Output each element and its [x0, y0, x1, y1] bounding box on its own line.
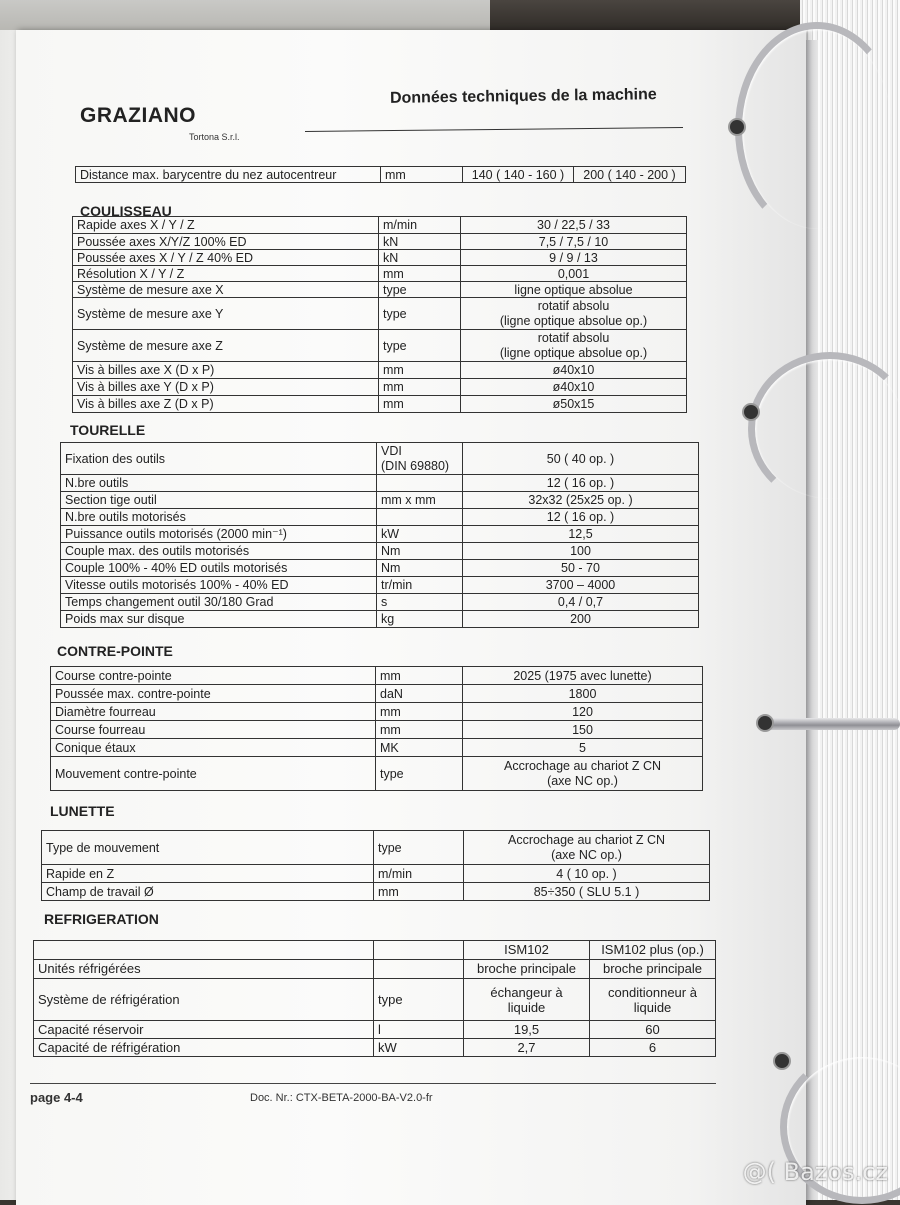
- table-row: [73, 234, 687, 250]
- table-row: [34, 1039, 716, 1057]
- row-value: ø40x10: [461, 379, 687, 396]
- table-row: [73, 250, 687, 266]
- row-value: 150: [463, 721, 703, 739]
- row-value: 200: [463, 611, 699, 628]
- row-label: Distance max. barycentre du nez autocentreur: [76, 167, 381, 183]
- row-label: Couple max. des outils motorisés: [61, 543, 377, 560]
- row-label: Rapide en Z: [42, 865, 374, 883]
- value-line: liquide: [633, 999, 672, 1015]
- row-value: 0,4 / 0,7: [463, 594, 699, 611]
- row-label: Système de mesure axe X: [73, 282, 379, 298]
- contre-pointe-table: [50, 666, 703, 791]
- page-number: page 4-4: [30, 1090, 83, 1105]
- binder-ring: [735, 22, 899, 236]
- row-value: 12 ( 16 op. ): [463, 509, 699, 526]
- row-unit: mm: [379, 362, 461, 379]
- row-value: 5: [463, 739, 703, 757]
- row-unit: mm x mm: [377, 492, 463, 509]
- row-value: 85÷350 ( SLU 5.1 ): [464, 883, 710, 901]
- table-row: [42, 883, 710, 901]
- table-row: [34, 941, 716, 960]
- row-value: [464, 831, 710, 865]
- column-header: ISM102 plus (op.): [590, 941, 716, 960]
- row-value: 0,001: [461, 266, 687, 282]
- row-label: Vitesse outils motorisés 100% - 40% ED: [61, 577, 377, 594]
- ring-hole: [773, 1052, 791, 1070]
- document-number: Doc. Nr.: CTX-BETA-2000-BA-V2.0-fr: [250, 1092, 433, 1104]
- row-value: 19,5: [464, 1021, 590, 1039]
- row-label: Poussée axes X/Y/Z 100% ED: [73, 234, 379, 250]
- row-unit: mm: [379, 266, 461, 282]
- row-value: [461, 330, 687, 362]
- row-label: Puissance outils motorisés (2000 min⁻¹): [61, 526, 377, 543]
- ring-hole: [728, 118, 746, 136]
- row-unit: l: [374, 1021, 464, 1039]
- value-line: conditionneur à: [608, 984, 697, 1000]
- row-value: 140 ( 140 - 160 ): [463, 167, 574, 183]
- section-title-contre-pointe: CONTRE-POINTE: [57, 643, 173, 659]
- row-unit: daN: [376, 685, 463, 703]
- table-row: [73, 362, 687, 379]
- row-unit: mm: [376, 703, 463, 721]
- table-row: [73, 379, 687, 396]
- row-value: 3700 – 4000: [463, 577, 699, 594]
- row-label: Poids max sur disque: [61, 611, 377, 628]
- row-value: 100: [463, 543, 699, 560]
- row-value: 2025 (1975 avec lunette): [463, 667, 703, 685]
- row-unit: kW: [377, 526, 463, 543]
- row-unit: type: [376, 757, 463, 791]
- row-unit: type: [379, 298, 461, 330]
- table-row: [51, 667, 703, 685]
- row-value: ø40x10: [461, 362, 687, 379]
- binder-ring: [748, 352, 900, 506]
- section-title-tourelle: TOURELLE: [70, 422, 146, 438]
- brand-subtitle: Tortona S.r.l.: [189, 132, 240, 142]
- row-label: Résolution X / Y / Z: [73, 266, 379, 282]
- row-unit: Nm: [377, 560, 463, 577]
- row-value: 50 - 70: [463, 560, 699, 577]
- table-row: [51, 757, 703, 791]
- value-line: liquide: [507, 999, 546, 1015]
- row-label: Système de mesure axe Y: [73, 298, 379, 330]
- table-row: [34, 979, 716, 1021]
- table-row: [73, 298, 687, 330]
- row-value: 6: [590, 1039, 716, 1057]
- refrigeration-table: [33, 940, 716, 1057]
- unit-line: (DIN 69880): [381, 458, 450, 473]
- row-value: 12,5: [463, 526, 699, 543]
- row-label: Mouvement contre-pointe: [51, 757, 376, 791]
- row-label: Poussée max. contre-pointe: [51, 685, 376, 703]
- section-title-lunette: LUNETTE: [50, 803, 115, 819]
- table-row: [51, 721, 703, 739]
- row-value: 9 / 9 / 13: [461, 250, 687, 266]
- table-row: [61, 594, 699, 611]
- row-label: Champ de travail Ø: [42, 883, 374, 901]
- row-label: N.bre outils: [61, 475, 377, 492]
- row-label: Section tige outil: [61, 492, 377, 509]
- unit-line: VDI: [381, 443, 402, 458]
- table-row: [61, 443, 699, 475]
- row-value: 50 ( 40 op. ): [463, 443, 699, 475]
- section-title-coulisseau: COULISSEAU: [80, 203, 172, 219]
- tourelle-table: [60, 442, 699, 628]
- row-label: Unités réfrigérées: [34, 960, 374, 979]
- row-value: 2,7: [464, 1039, 590, 1057]
- row-label: Couple 100% - 40% ED outils motorisés: [61, 560, 377, 577]
- row-value: broche principale: [464, 960, 590, 979]
- brand-logo: GRAZIANO: [80, 104, 196, 127]
- row-unit: type: [374, 979, 464, 1021]
- table-row: [61, 526, 699, 543]
- row-unit: [377, 443, 463, 475]
- value-line: (axe NC op.): [547, 773, 618, 788]
- row-label: Capacité de réfrigération: [34, 1039, 374, 1057]
- row-unit: Nm: [377, 543, 463, 560]
- row-unit: type: [379, 282, 461, 298]
- row-unit: mm: [376, 721, 463, 739]
- table-row: [73, 282, 687, 298]
- row-unit: type: [379, 330, 461, 362]
- row-value: 30 / 22,5 / 33: [461, 217, 687, 234]
- table-row: [61, 509, 699, 526]
- value-line: Accrochage au chariot Z CN: [507, 832, 665, 847]
- row-label: Rapide axes X / Y / Z: [73, 217, 379, 234]
- row-label: Capacité réservoir: [34, 1021, 374, 1039]
- row-unit: mm: [381, 167, 463, 183]
- row-value: 120: [463, 703, 703, 721]
- value-line: (ligne optique absolue op.): [499, 345, 648, 360]
- binder-ring: [762, 718, 900, 730]
- row-label: Fixation des outils: [61, 443, 377, 475]
- row-label: Système de mesure axe Z: [73, 330, 379, 362]
- table-row: [61, 543, 699, 560]
- row-unit: MK: [376, 739, 463, 757]
- row-unit: m/min: [379, 217, 461, 234]
- table-row: [73, 217, 687, 234]
- row-value: 32x32 (25x25 op. ): [463, 492, 699, 509]
- table-row: [61, 560, 699, 577]
- row-unit: s: [377, 594, 463, 611]
- row-label: N.bre outils motorisés: [61, 509, 377, 526]
- table-row: [61, 577, 699, 594]
- row-unit: [374, 960, 464, 979]
- row-unit: mm: [376, 667, 463, 685]
- table-row: [51, 685, 703, 703]
- row-unit: mm: [379, 379, 461, 396]
- value-line: (ligne optique absolue op.): [499, 313, 648, 328]
- table-row: [61, 475, 699, 492]
- row-value: [463, 757, 703, 791]
- row-label: Poussée axes X / Y / Z 40% ED: [73, 250, 379, 266]
- page-title: Données techniques de la machine: [389, 86, 657, 107]
- table-row: [61, 611, 699, 628]
- section-title-refrigeration: REFRIGERATION: [44, 911, 159, 927]
- row-value: [464, 979, 590, 1021]
- empty-cell: [34, 941, 374, 960]
- row-value: 12 ( 16 op. ): [463, 475, 699, 492]
- row-value: ø50x15: [461, 396, 687, 413]
- row-unit: type: [374, 831, 464, 865]
- distance-table: [75, 166, 686, 183]
- row-unit: m/min: [374, 865, 464, 883]
- table-row: [73, 330, 687, 362]
- row-value: 1800: [463, 685, 703, 703]
- footer-divider: [30, 1083, 716, 1084]
- ring-hole: [742, 403, 760, 421]
- watermark: @( Bazos.cz: [742, 1158, 888, 1186]
- value-line: Accrochage au chariot Z CN: [503, 758, 661, 773]
- row-unit: kW: [374, 1039, 464, 1057]
- row-value: broche principale: [590, 960, 716, 979]
- lunette-table: [41, 830, 710, 901]
- row-value: ligne optique absolue: [461, 282, 687, 298]
- row-value: [461, 298, 687, 330]
- table-row: [42, 831, 710, 865]
- row-unit: kN: [379, 234, 461, 250]
- table-row: [76, 167, 686, 183]
- value-line: rotatif absolu: [537, 330, 610, 345]
- row-label: Type de mouvement: [42, 831, 374, 865]
- table-row: [51, 703, 703, 721]
- row-unit: kN: [379, 250, 461, 266]
- table-row: [61, 492, 699, 509]
- row-label: Conique étaux: [51, 739, 376, 757]
- empty-cell: [374, 941, 464, 960]
- table-row: [73, 396, 687, 413]
- column-header: ISM102: [464, 941, 590, 960]
- row-value: [590, 979, 716, 1021]
- row-label: Course fourreau: [51, 721, 376, 739]
- row-label: Vis à billes axe X (D x P): [73, 362, 379, 379]
- table-row: [34, 1021, 716, 1039]
- row-unit: [377, 475, 463, 492]
- table-row: [34, 960, 716, 979]
- row-unit: mm: [374, 883, 464, 901]
- row-label: Vis à billes axe Z (D x P): [73, 396, 379, 413]
- row-value: 60: [590, 1021, 716, 1039]
- row-unit: mm: [379, 396, 461, 413]
- table-row: [73, 266, 687, 282]
- row-label: Système de réfrigération: [34, 979, 374, 1021]
- row-label: Vis à billes axe Y (D x P): [73, 379, 379, 396]
- table-row: [42, 865, 710, 883]
- value-line: (axe NC op.): [551, 847, 622, 862]
- row-label: Temps changement outil 30/180 Grad: [61, 594, 377, 611]
- table-row: [51, 739, 703, 757]
- row-value: 4 ( 10 op. ): [464, 865, 710, 883]
- row-unit: tr/min: [377, 577, 463, 594]
- row-label: Course contre-pointe: [51, 667, 376, 685]
- row-unit: kg: [377, 611, 463, 628]
- value-line: échangeur à: [490, 984, 563, 1000]
- coulisseau-table: [72, 216, 687, 413]
- row-value: 7,5 / 7,5 / 10: [461, 234, 687, 250]
- row-unit: [377, 509, 463, 526]
- row-value: 200 ( 140 - 200 ): [574, 167, 686, 183]
- row-label: Diamètre fourreau: [51, 703, 376, 721]
- ring-hole: [756, 714, 774, 732]
- value-line: rotatif absolu: [537, 298, 610, 313]
